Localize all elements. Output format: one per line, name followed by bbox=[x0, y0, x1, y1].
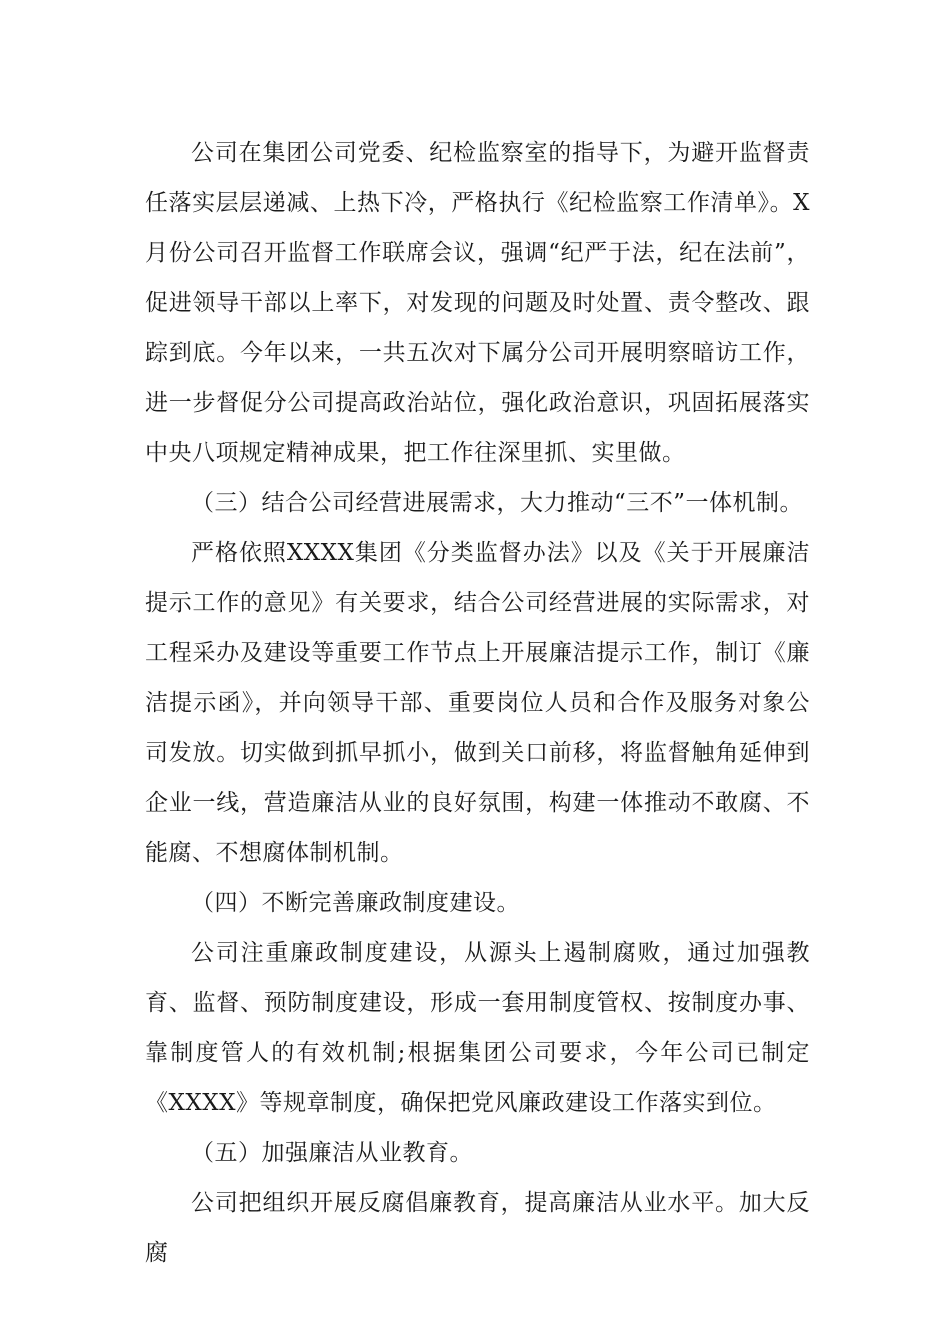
section-heading-4: （四）不断完善廉政制度建设。 bbox=[191, 890, 520, 916]
section-heading-5: （五）加强廉洁从业教育。 bbox=[191, 1140, 473, 1166]
paragraph-supervision: 公司在集团公司党委、纪检监察室的指导下，为避开监督责任落实层层递减、上热下冷，严格执行《纪检监察工作清单》。X月份公司召开监督工作联席会议，强调“纪严于法，纪在法前”，促进领导干部以上率下，对发现的问题及时处置、责令整改、跟踪到底。今年以来，一共五次对下属分公司开展明察暗访工作，进一步督促分公司提高政治站位，强化政治意识，巩固拓展落实中央八项规定精神成果，把工作往深里抓、实里做。 bbox=[145, 140, 810, 466]
section-heading-3: （三）结合公司经营进展需求，大力推动“三不”一体机制。 bbox=[191, 490, 804, 516]
paragraph-integrity-reminder: 严格依照XXXX集团《分类监督办法》以及《关于开展廉洁提示工作的意见》有关要求，结合公司经营进展的实际需求，对工程采办及建设等重要工作节点上开展廉洁提示工作，制订《廉洁提示函》，并向领导干部、重要岗位人员和合作及服务对象公司发放。切实做到抓早抓小，做到关口前移，将监督触角延伸到企业一线，营造廉洁从业的良好氛围，构建一体推动不敢腐、不能腐、不想腐体制机制。 bbox=[145, 540, 810, 866]
paragraph-system-building: 公司注重廉政制度建设，从源头上遏制腐败，通过加强教育、监督、预防制度建设，形成一套用制度管权、按制度办事、靠制度管人的有效机制;根据集团公司要求，今年公司已制定《XXXX》等规章制度，确保把党风廉政建设工作落实到位。 bbox=[145, 940, 810, 1116]
document-body bbox=[145, 128, 810, 1278]
paragraph-education: 公司把组织开展反腐倡廉教育，提高廉洁从业水平。加大反腐 bbox=[145, 1190, 810, 1266]
